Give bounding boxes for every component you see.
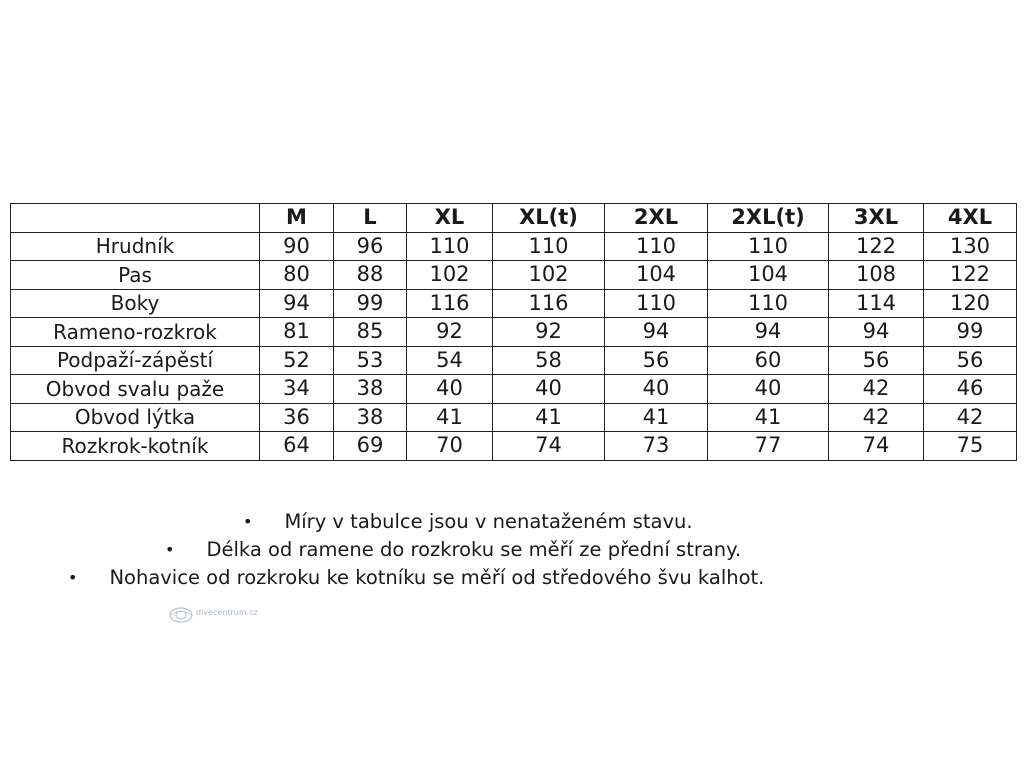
value-cell: 56 bbox=[829, 346, 924, 375]
table-row bbox=[11, 232, 1017, 261]
note-item bbox=[243, 508, 693, 536]
value-cell: 108 bbox=[829, 261, 924, 290]
value-cell: 90 bbox=[260, 232, 334, 261]
value-cell: 41 bbox=[493, 403, 605, 432]
value-cell: 102 bbox=[493, 261, 605, 290]
value-cell: 42 bbox=[829, 403, 924, 432]
value-cell: 74 bbox=[829, 432, 924, 461]
table-row bbox=[11, 403, 1017, 432]
value-cell: 75 bbox=[924, 432, 1017, 461]
row-label-cell: Boky bbox=[11, 289, 260, 318]
value-cell: 122 bbox=[924, 261, 1017, 290]
header-size-xl-t: XL(t) bbox=[493, 204, 605, 233]
value-cell: 34 bbox=[260, 375, 334, 404]
value-cell: 92 bbox=[493, 318, 605, 347]
watermark bbox=[168, 604, 258, 626]
row-label-cell: Obvod svalu paže bbox=[11, 375, 260, 404]
value-cell: 56 bbox=[924, 346, 1017, 375]
value-cell: 58 bbox=[493, 346, 605, 375]
value-cell: 94 bbox=[829, 318, 924, 347]
value-cell: 40 bbox=[407, 375, 493, 404]
value-cell: 73 bbox=[605, 432, 708, 461]
value-cell: 116 bbox=[493, 289, 605, 318]
value-cell: 102 bbox=[407, 261, 493, 290]
table-row bbox=[11, 346, 1017, 375]
value-cell: 52 bbox=[260, 346, 334, 375]
value-cell: 54 bbox=[407, 346, 493, 375]
row-label-cell: Podpaží-zápěstí bbox=[11, 346, 260, 375]
value-cell: 38 bbox=[334, 403, 407, 432]
value-cell: 110 bbox=[493, 232, 605, 261]
value-cell: 110 bbox=[708, 289, 829, 318]
value-cell: 110 bbox=[605, 289, 708, 318]
value-cell: 94 bbox=[708, 318, 829, 347]
row-label-cell: Rameno-rozkrok bbox=[11, 318, 260, 347]
note-item bbox=[68, 564, 764, 592]
value-cell: 41 bbox=[407, 403, 493, 432]
value-cell: 41 bbox=[708, 403, 829, 432]
value-cell: 46 bbox=[924, 375, 1017, 404]
value-cell: 104 bbox=[708, 261, 829, 290]
note-text: Délka od ramene do rozkroku se měří ze přední strany. bbox=[206, 538, 742, 561]
note-text: Nohavice od rozkroku ke kotníku se měří od středového švu kalhot. bbox=[109, 566, 765, 589]
value-cell: 38 bbox=[334, 375, 407, 404]
value-cell: 130 bbox=[924, 232, 1017, 261]
value-cell: 42 bbox=[829, 375, 924, 404]
value-cell: 40 bbox=[493, 375, 605, 404]
value-cell: 120 bbox=[924, 289, 1017, 318]
value-cell: 80 bbox=[260, 261, 334, 290]
header-size-xl: XL bbox=[407, 204, 493, 233]
header-corner-cell bbox=[11, 204, 260, 233]
table-row bbox=[11, 318, 1017, 347]
header-size-4xl: 4XL bbox=[924, 204, 1017, 233]
value-cell: 99 bbox=[334, 289, 407, 318]
header-row bbox=[11, 204, 1017, 233]
diver-logo-icon bbox=[168, 606, 194, 624]
row-label-cell: Rozkrok-kotník bbox=[11, 432, 260, 461]
value-cell: 88 bbox=[334, 261, 407, 290]
table-body bbox=[11, 232, 1017, 460]
value-cell: 53 bbox=[334, 346, 407, 375]
bullet-icon: • bbox=[243, 512, 253, 531]
table-row bbox=[11, 261, 1017, 290]
header-size-m: M bbox=[260, 204, 334, 233]
bullet-icon: • bbox=[68, 568, 78, 587]
value-cell: 60 bbox=[708, 346, 829, 375]
note-text: Míry v tabulce jsou v nenataženém stavu. bbox=[284, 510, 693, 533]
value-cell: 40 bbox=[708, 375, 829, 404]
value-cell: 122 bbox=[829, 232, 924, 261]
value-cell: 92 bbox=[407, 318, 493, 347]
value-cell: 85 bbox=[334, 318, 407, 347]
bullet-icon: • bbox=[165, 540, 175, 559]
value-cell: 99 bbox=[924, 318, 1017, 347]
value-cell: 56 bbox=[605, 346, 708, 375]
value-cell: 70 bbox=[407, 432, 493, 461]
value-cell: 74 bbox=[493, 432, 605, 461]
value-cell: 69 bbox=[334, 432, 407, 461]
table-row bbox=[11, 432, 1017, 461]
value-cell: 110 bbox=[605, 232, 708, 261]
size-chart-table bbox=[10, 203, 1017, 461]
value-cell: 114 bbox=[829, 289, 924, 318]
header-size-3xl: 3XL bbox=[829, 204, 924, 233]
note-item bbox=[165, 536, 741, 564]
row-label-cell: Hrudník bbox=[11, 232, 260, 261]
value-cell: 64 bbox=[260, 432, 334, 461]
watermark-text: divecentrum.cz bbox=[196, 608, 258, 617]
row-label-cell: Obvod lýtka bbox=[11, 403, 260, 432]
header-size-2xl: 2XL bbox=[605, 204, 708, 233]
value-cell: 96 bbox=[334, 232, 407, 261]
value-cell: 77 bbox=[708, 432, 829, 461]
row-label-cell: Pas bbox=[11, 261, 260, 290]
value-cell: 110 bbox=[708, 232, 829, 261]
value-cell: 104 bbox=[605, 261, 708, 290]
value-cell: 42 bbox=[924, 403, 1017, 432]
value-cell: 110 bbox=[407, 232, 493, 261]
value-cell: 94 bbox=[605, 318, 708, 347]
value-cell: 41 bbox=[605, 403, 708, 432]
table-row bbox=[11, 289, 1017, 318]
value-cell: 40 bbox=[605, 375, 708, 404]
value-cell: 36 bbox=[260, 403, 334, 432]
value-cell: 81 bbox=[260, 318, 334, 347]
value-cell: 116 bbox=[407, 289, 493, 318]
header-size-2xl-t: 2XL(t) bbox=[708, 204, 829, 233]
header-size-l: L bbox=[334, 204, 407, 233]
table-row bbox=[11, 375, 1017, 404]
value-cell: 94 bbox=[260, 289, 334, 318]
